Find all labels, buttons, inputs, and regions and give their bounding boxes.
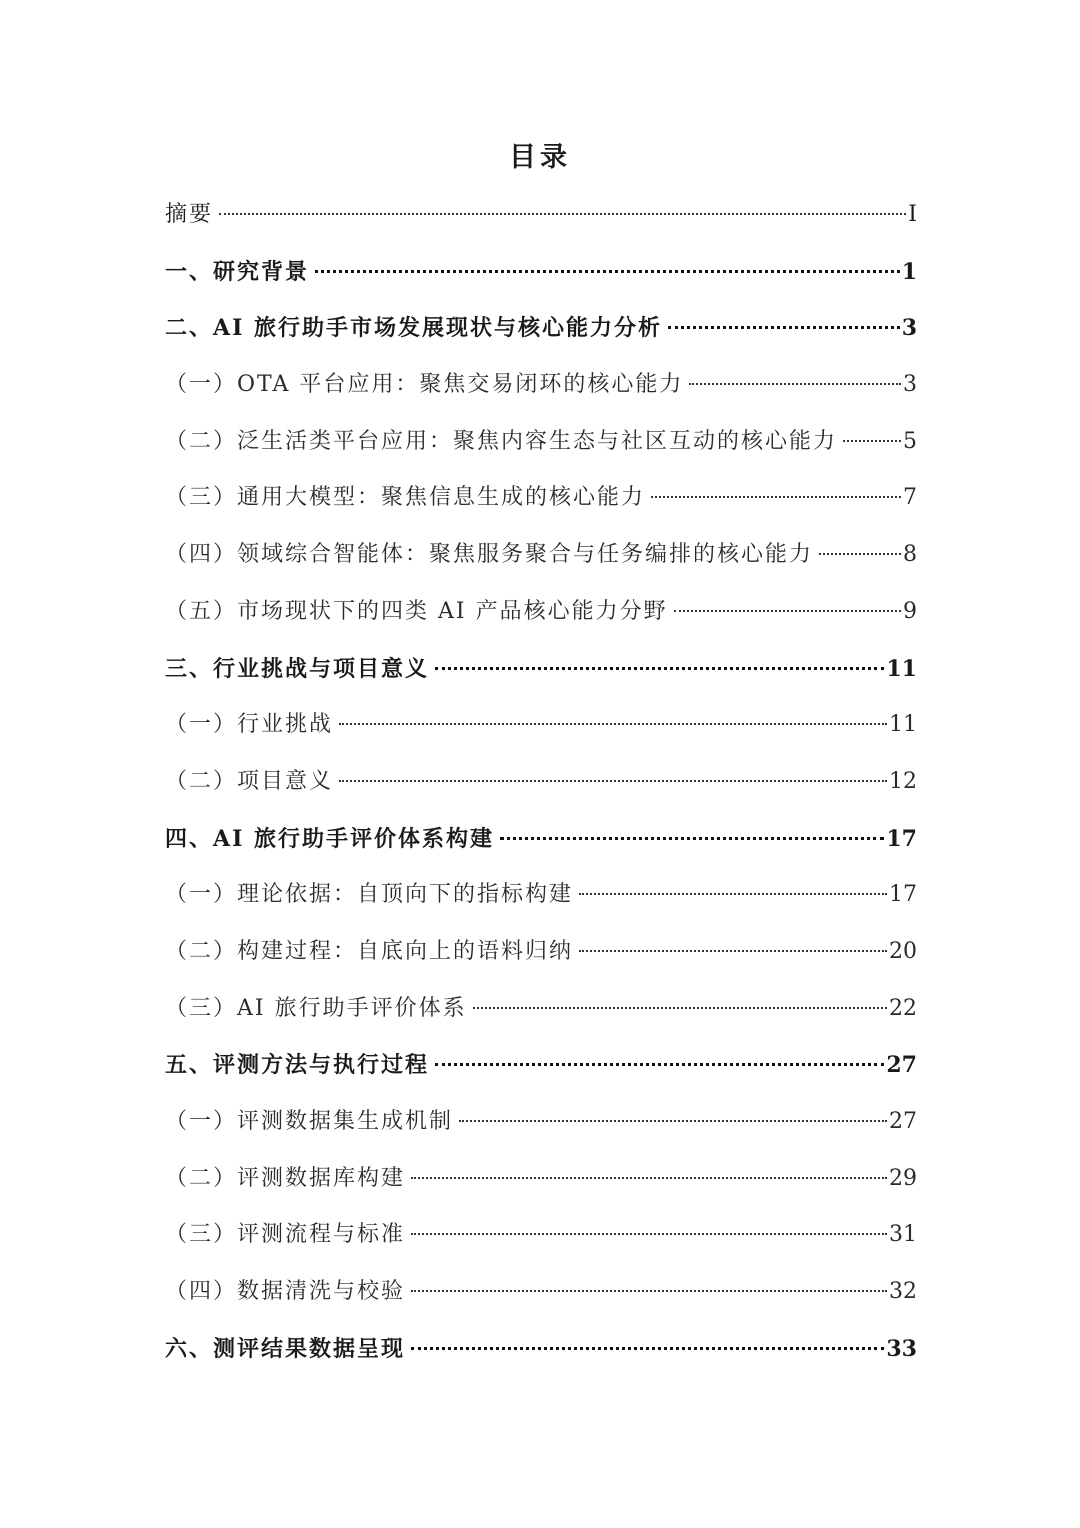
toc-entry-chapter-6[interactable]: [165, 1329, 917, 1386]
dot-leader: [668, 326, 900, 329]
toc-entry-page: 20: [889, 938, 917, 964]
toc-entry-page: 11: [886, 655, 917, 682]
toc-entry-page: 29: [889, 1165, 917, 1191]
toc-entry-label: 三、行业挑战与项目意义: [165, 655, 430, 682]
dot-leader: [435, 1063, 884, 1066]
toc-entry-chapter-4[interactable]: [165, 819, 917, 876]
toc-entry-section-2-1[interactable]: [165, 365, 917, 422]
toc-entry-label: （五）市场现状下的四类 AI 产品核心能力分野: [165, 598, 668, 624]
dot-leader: [315, 270, 900, 273]
toc-entry-page: 5: [903, 428, 917, 454]
toc-entry-label: （三）评测流程与标准: [165, 1222, 406, 1248]
toc-entry-page: 31: [889, 1222, 917, 1248]
toc-entry-page: 17: [889, 882, 917, 908]
toc-entry-page: 33: [886, 1335, 917, 1362]
dot-leader: [411, 1290, 887, 1292]
dot-leader: [674, 610, 901, 612]
dot-leader: [411, 1177, 887, 1179]
toc-entry-page: I: [908, 202, 917, 227]
toc-entry-section-5-1[interactable]: [165, 1102, 917, 1159]
toc-entry-section-4-1[interactable]: [165, 875, 917, 932]
dot-leader: [843, 440, 901, 442]
dot-leader: [411, 1347, 884, 1350]
toc-entry-label: （二）评测数据库构建: [165, 1165, 406, 1191]
toc-entry-section-5-2[interactable]: [165, 1159, 917, 1216]
toc-entry-page: 1: [901, 258, 917, 285]
toc-entry-label: （一）OTA 平台应用：聚焦交易闭环的核心能力: [165, 372, 684, 398]
dot-leader: [579, 950, 887, 952]
toc-entry-section-2-4[interactable]: [165, 535, 917, 592]
toc-entry-section-2-5[interactable]: [165, 592, 917, 649]
toc-entry-chapter-5[interactable]: [165, 1045, 917, 1102]
toc-entry-page: 11: [889, 712, 917, 738]
dot-leader: [459, 1120, 887, 1122]
toc-entry-label: （二）项目意义: [165, 768, 334, 794]
toc-entry-label: （三）AI 旅行助手评价体系: [165, 995, 467, 1021]
toc-entry-page: 27: [889, 1109, 917, 1134]
toc-entry-page: 17: [886, 825, 917, 852]
dot-leader: [689, 383, 901, 385]
dot-leader: [473, 1007, 887, 1009]
dot-leader: [500, 837, 884, 840]
toc-entry-page: 12: [889, 768, 917, 794]
toc-entry-label: （一）评测数据集生成机制: [165, 1109, 454, 1134]
toc-entry-page: 32: [889, 1279, 917, 1305]
dot-leader: [579, 893, 887, 895]
dot-leader: [651, 496, 901, 498]
toc-entry-section-5-3[interactable]: [165, 1215, 917, 1272]
toc-entry-chapter-2[interactable]: [165, 308, 917, 365]
dot-leader: [339, 723, 887, 725]
toc-entry-section-3-2[interactable]: [165, 762, 917, 819]
toc-entry-label: 摘要: [165, 202, 214, 227]
toc-entry-section-2-3[interactable]: [165, 478, 917, 535]
toc-entry-abstract[interactable]: [165, 195, 917, 252]
toc-entry-label: 四、AI 旅行助手评价体系构建: [165, 825, 495, 852]
toc-entry-page: 9: [903, 598, 917, 624]
toc-entry-page: 22: [889, 995, 917, 1021]
toc-entry-page: 3: [903, 372, 917, 398]
toc-entry-label: 六、测评结果数据呈现: [165, 1335, 406, 1362]
toc-entry-label: （一）行业挑战: [165, 712, 334, 738]
toc-entry-label: （一）理论依据：自顶向下的指标构建: [165, 882, 574, 908]
dot-leader: [819, 553, 901, 555]
toc-entry-label: 五、评测方法与执行过程: [165, 1052, 430, 1079]
toc-entry-section-4-3[interactable]: [165, 989, 917, 1046]
toc-title: 目录: [509, 142, 571, 173]
toc-entry-label: （三）通用大模型：聚焦信息生成的核心能力: [165, 485, 646, 511]
dot-leader: [435, 667, 884, 670]
toc-entry-page: 8: [903, 542, 917, 568]
toc-entry-section-3-1[interactable]: [165, 705, 917, 762]
toc-entry-label: （四）数据清洗与校验: [165, 1279, 406, 1305]
toc-entry-section-5-4[interactable]: [165, 1272, 917, 1329]
toc-entry-label: 一、研究背景: [165, 258, 310, 285]
toc-entry-label: （二）泛生活类平台应用：聚焦内容生态与社区互动的核心能力: [165, 428, 838, 454]
toc-entry-chapter-1[interactable]: [165, 252, 917, 309]
toc-entry-page: 27: [886, 1052, 917, 1079]
toc-entry-label: （二）构建过程：自底向上的语料归纳: [165, 938, 574, 964]
toc-entry-section-2-2[interactable]: [165, 422, 917, 479]
dot-leader: [339, 780, 887, 782]
toc-entry-label: 二、AI 旅行助手市场发展现状与核心能力分析: [165, 315, 663, 342]
toc-entry-chapter-3[interactable]: [165, 649, 917, 706]
toc-entry-page: 3: [901, 315, 917, 342]
dot-leader: [219, 213, 906, 215]
toc-entry-page: 7: [903, 485, 917, 511]
dot-leader: [411, 1233, 887, 1235]
table-of-contents: [165, 195, 917, 1385]
toc-entry-section-4-2[interactable]: [165, 932, 917, 989]
toc-entry-label: （四）领域综合智能体：聚焦服务聚合与任务编排的核心能力: [165, 542, 814, 568]
